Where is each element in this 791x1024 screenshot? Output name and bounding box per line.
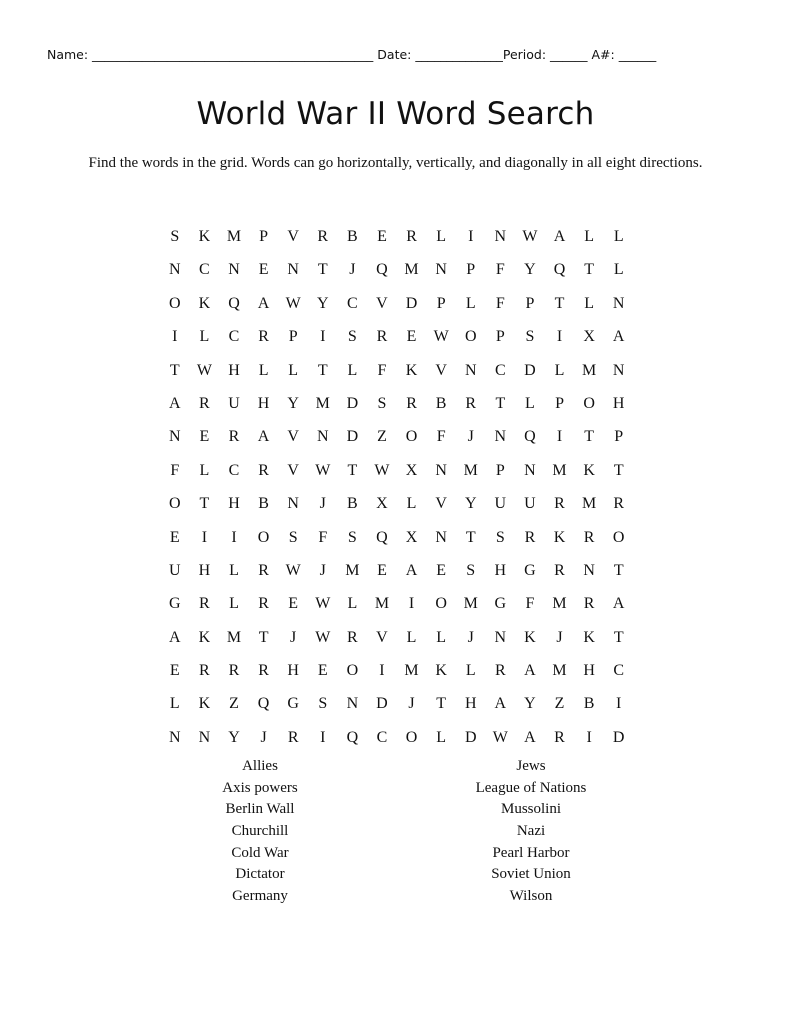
grid-cell: W [492,728,508,746]
grid-cell: X [583,328,595,346]
grid-cell: W [285,294,301,312]
grid-cell: L [199,461,210,479]
grid-cell: J [319,561,326,579]
grid-cell: K [524,628,536,646]
grid-cell: A [612,328,625,346]
grid-cell: V [435,495,447,513]
grid-cell: U [524,495,536,513]
grid-cell: T [347,461,358,479]
grid-cell: B [258,495,269,513]
grid-cell: S [347,528,357,546]
grid-cell: L [406,495,417,513]
grid-cell: G [494,595,507,613]
grid-cell: I [379,662,385,680]
grid-cell: V [376,628,388,646]
grid-cell: R [228,428,240,446]
grid-cell: F [170,461,180,479]
grid-cell: R [258,328,269,346]
grid-cell: K [553,528,566,546]
grid-cell: O [464,328,477,346]
grid-cell: M [552,595,567,613]
grid-cell: J [408,695,415,713]
grid-cell: N [494,428,507,446]
grid-cell: C [376,728,388,746]
grid-cell: E [169,528,180,546]
grid-cell: P [614,428,624,446]
grid-cell: F [436,428,446,446]
word-list-left [150,757,370,909]
grid-cell: N [612,361,625,379]
word-list-item: Mussolini [500,801,561,818]
grid-cell: E [436,561,447,579]
grid-cell: J [467,428,474,446]
grid-cell: F [495,261,505,279]
grid-cell: Y [524,261,536,279]
grid-cell: L [465,294,476,312]
grid-cell: Z [554,695,565,713]
grid-cell: E [258,261,269,279]
grid-cell: R [465,394,477,412]
grid-cell: T [495,394,506,412]
grid-cell: C [494,361,506,379]
grid-cell: A [257,428,270,446]
grid-cell: M [463,461,478,479]
grid-cell: N [583,561,595,579]
grid-cell: A [612,595,625,613]
grid-cell: E [317,662,328,680]
grid-cell: K [198,294,211,312]
grid-cell: E [288,595,299,613]
grid-cell: D [612,728,625,746]
grid-cell: N [228,261,240,279]
grid-cell: Q [228,294,240,312]
grid-cell: V [376,294,388,312]
grid-cell: C [228,461,240,479]
grid-cell: P [495,328,505,346]
grid-cell: D [346,428,359,446]
letter-grid [160,228,634,762]
grid-cell: K [198,628,211,646]
grid-cell: Y [464,495,477,513]
grid-cell: M [404,261,419,279]
grid-cell: N [287,261,299,279]
grid-cell: R [494,662,506,680]
grid-cell: T [613,561,624,579]
grid-cell: S [170,228,180,245]
grid-cell: Z [377,428,387,446]
grid-cell: A [494,695,507,713]
grid-cell: N [346,695,359,713]
grid-cell: J [467,628,474,646]
grid-cell: T [317,361,328,379]
grid-cell: R [228,662,240,680]
grid-cell: J [290,628,297,646]
grid-cell: P [525,294,535,312]
grid-cell: L [199,328,210,346]
grid-cell: W [315,595,331,613]
grid-cell: R [258,461,269,479]
grid-cell: O [435,595,447,613]
grid-cell: W [374,461,390,479]
grid-cell: D [346,394,359,412]
grid-cell: V [435,361,447,379]
grid-cell: E [199,428,210,446]
grid-cell: I [408,595,415,613]
grid-cell: N [435,261,447,279]
grid-cell: Q [346,728,359,746]
grid-cell: H [612,394,625,412]
grid-cell: O [257,528,270,546]
grid-cell: J [260,728,267,746]
grid-cell: S [495,528,505,546]
grid-cell: O [612,528,625,546]
grid-cell: T [436,695,447,713]
grid-cell: A [257,294,270,312]
grid-cell: L [406,628,417,646]
grid-cell: T [613,628,624,646]
grid-cell: C [199,261,210,279]
grid-cell: T [613,461,624,479]
grid-cell: R [199,662,210,680]
grid-cell: M [552,662,567,680]
grid-cell: C [228,328,240,346]
grid-cell: D [376,695,388,713]
grid-cell: R [554,495,565,513]
grid-cell: Q [257,695,270,713]
grid-cell: R [524,528,536,546]
grid-cell: T [258,628,269,646]
grid-cell: X [376,495,388,513]
grid-cell: L [436,628,447,646]
grid-cell: R [317,228,329,245]
grid-cell: C [347,294,358,312]
grid-cell: N [169,728,181,746]
grid-cell: M [404,662,419,680]
grid-cell: T [584,428,594,446]
grid-cell: Z [229,695,239,713]
grid-cell: K [583,461,595,479]
grid-cell: A [524,662,536,680]
grid-cell: I [556,428,563,446]
grid-cell: K [198,228,211,245]
grid-cell: O [169,495,181,513]
grid-cell: B [435,394,447,412]
grid-cell: O [583,394,595,412]
grid-cell: G [287,695,299,713]
grid-cell: H [257,394,270,412]
grid-cell: F [377,361,387,379]
grid-cell: L [436,728,447,746]
grid-cell: A [405,561,418,579]
grid-cell: Y [287,394,299,412]
grid-cell: R [347,628,358,646]
grid-cell: R [258,662,269,680]
word-list-item: Germany [232,888,288,905]
grid-cell: D [464,728,477,746]
word-list-item: Axis powers [222,779,298,796]
grid-cell: W [522,228,538,245]
grid-cell: N [435,528,447,546]
grid-cell: N [494,628,507,646]
grid-cell: N [435,461,447,479]
grid-cell: E [377,228,387,245]
grid-cell: T [169,361,180,379]
grid-cell: L [525,394,535,412]
grid-cell: L [436,228,447,245]
grid-cell: V [287,228,299,245]
grid-cell: B [347,495,358,513]
grid-cell: K [405,361,418,379]
grid-cell: B [583,695,595,713]
grid-cell: N [612,294,625,312]
grid-cell: M [226,228,242,245]
grid-cell: S [347,328,357,346]
grid-cell: R [199,595,210,613]
word-list-item: Allies [242,758,278,774]
grid-cell: M [552,461,567,479]
grid-cell: U [494,495,507,513]
grid-cell: Q [553,261,566,279]
word-list-item: League of Nations [475,779,587,796]
word-list-item: Churchill [231,823,289,840]
grid-cell: I [320,728,326,746]
grid-cell: L [554,361,565,379]
grid-cell: G [524,561,536,579]
word-list-item: Berlin Wall [225,801,295,818]
word-list-item: Dictator [235,866,285,883]
grid-cell: C [613,662,625,680]
grid-cell: V [287,461,299,479]
grid-cell: A [169,628,181,646]
grid-cell: M [226,628,242,646]
grid-cell: N [524,461,536,479]
grid-cell: I [320,328,326,346]
grid-cell: N [169,428,181,446]
grid-cell: M [345,561,360,579]
grid-cell: R [376,328,388,346]
grid-cell: R [287,728,299,746]
grid-cell: R [554,561,565,579]
grid-cell: L [169,695,180,713]
grid-cell: N [169,261,181,279]
grid-cell: L [288,361,299,379]
grid-cell: Y [524,695,536,713]
grid-cell: O [405,428,418,446]
grid-cell: R [258,561,269,579]
grid-cell: N [198,728,211,746]
grid-cell: P [288,328,298,346]
grid-cell: G [169,595,181,613]
grid-cell: L [613,228,624,245]
grid-cell: P [259,228,269,245]
grid-cell: P [555,394,564,412]
grid-cell: L [347,361,358,379]
grid-cell: K [198,695,211,713]
grid-cell: T [465,528,476,546]
grid-cell: I [468,228,474,245]
grid-cell: R [406,394,417,412]
grid-cell: W [315,461,331,479]
grid-cell: N [316,428,329,446]
grid-cell: U [169,561,181,579]
grid-cell: L [613,261,624,279]
grid-cell: S [377,394,387,412]
grid-cell: O [346,662,359,680]
grid-cell: T [584,261,594,279]
grid-cell: T [554,294,565,312]
word-list-item: Pearl Harbor [492,844,570,861]
grid-cell: J [349,261,356,279]
grid-cell: W [196,361,212,379]
grid-cell: H [228,495,240,513]
grid-cell: D [524,361,536,379]
grid-cell: M [463,595,478,613]
grid-cell: H [287,662,299,680]
word-list-item: Cold War [231,844,289,861]
grid-cell: I [172,328,178,346]
grid-cell: N [464,361,477,379]
grid-cell: Q [524,428,536,446]
word-list-item: Wilson [509,888,553,905]
grid-cell: L [229,595,239,613]
grid-cell: L [584,228,594,245]
grid-cell: T [317,261,328,279]
grid-cell: F [525,595,535,613]
grid-cell: H [464,695,477,713]
grid-cell: J [319,495,326,513]
grid-cell: K [583,628,595,646]
grid-cell: I [586,728,592,746]
grid-cell: T [199,495,210,513]
page-title: World War II Word Search [196,96,595,132]
grid-cell: R [613,495,625,513]
grid-cell: N [494,228,507,245]
grid-cell: P [495,461,505,479]
grid-cell: R [554,728,565,746]
grid-cell: W [315,628,331,646]
grid-cell: H [494,561,507,579]
grid-cell: A [553,228,566,245]
grid-cell: E [377,561,387,579]
grid-cell: L [258,361,269,379]
student-info-line: Name: _____________________________________________ Date: ______________Period: ______ A#: ______ [47,47,657,62]
grid-cell: L [584,294,594,312]
grid-cell: S [318,695,328,713]
grid-cell: L [347,595,358,613]
grid-cell: S [288,528,298,546]
grid-cell: K [435,662,447,680]
grid-cell: E [406,328,417,346]
grid-cell: P [466,261,476,279]
grid-cell: V [287,428,299,446]
word-list-item: Soviet Union [491,866,571,883]
grid-cell: Q [376,528,388,546]
grid-cell: S [525,328,535,346]
grid-cell: M [581,495,597,513]
grid-cell: U [228,394,240,412]
grid-cell: O [169,294,181,312]
grid-cell: Q [376,261,388,279]
grid-cell: I [201,528,208,546]
grid-cell: R [258,595,269,613]
grid-cell: R [199,394,210,412]
grid-cell: I [616,695,622,713]
word-list-right [421,757,641,909]
grid-cell: Y [316,294,329,312]
grid-cell: D [405,294,418,312]
grid-cell: W [285,561,301,579]
grid-cell: R [583,595,595,613]
grid-cell: H [583,662,595,680]
grid-cell: X [405,461,418,479]
grid-cell: O [405,728,418,746]
grid-cell: M [581,361,597,379]
word-list-item: Jews [516,758,546,774]
grid-cell: W [433,328,449,346]
grid-cell: I [231,528,237,546]
grid-cell: R [583,528,595,546]
grid-cell: H [228,361,240,379]
grid-cell: Y [228,728,240,746]
grid-cell: L [229,561,239,579]
grid-cell: P [436,294,446,312]
grid-cell: B [347,228,358,245]
grid-cell: A [169,394,181,412]
grid-cell: L [465,662,476,680]
grid-cell: F [495,294,505,312]
grid-cell: J [556,628,563,646]
grid-cell: N [287,495,299,513]
grid-cell: X [405,528,418,546]
grid-cell: M [315,394,330,412]
grid-cell: A [524,728,536,746]
instructions: Find the words in the grid. Words can go horizontally, vertically, and diagonally in all eight directions. [88,155,703,171]
grid-cell: M [374,595,390,613]
grid-cell: E [169,662,180,680]
grid-cell: S [466,561,476,579]
grid-cell: H [198,561,211,579]
grid-cell: I [556,328,563,346]
grid-cell: R [406,228,417,245]
word-list-item: Nazi [516,823,546,840]
grid-cell: F [318,528,328,546]
